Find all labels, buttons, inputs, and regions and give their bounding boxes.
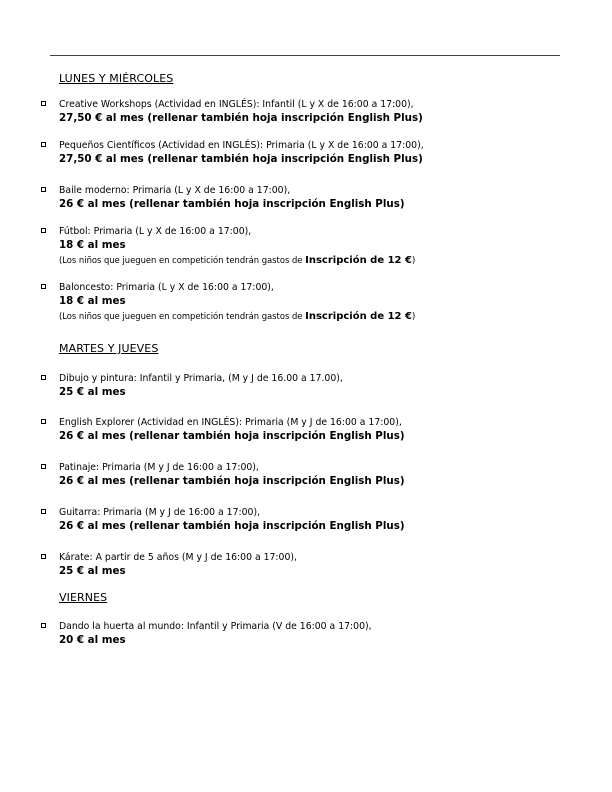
- section-heading: VIERNES: [59, 591, 108, 604]
- activity-description: Patinaje: Primaria (M y J de 16:00 a 17:00),: [59, 462, 259, 473]
- checkbox-bullet-icon: [41, 554, 46, 559]
- note-text: (Los niños que jueguen en competición tendrán gastos de: [59, 311, 306, 321]
- activity-note: [59, 309, 415, 324]
- checkbox-bullet-icon: [41, 187, 46, 192]
- checkbox-bullet-icon: [41, 623, 46, 628]
- list-item: [40, 281, 415, 324]
- note-close: ): [411, 311, 416, 321]
- activity-description: Guitarra: Primaria (M y J de 16:00 a 17:00),: [59, 507, 261, 518]
- activity-description: Kárate: A partir de 5 años (M y J de 16:00 a 17:00),: [59, 552, 297, 563]
- checkbox-bullet-icon: [41, 228, 46, 233]
- list-item: [40, 98, 423, 126]
- activity-price: 18 € al mes: [59, 239, 126, 251]
- note-close: ): [411, 255, 416, 265]
- checkbox-bullet-icon: [41, 509, 46, 514]
- checkbox-bullet-icon: [41, 464, 46, 469]
- activity-description: Baile moderno: Primaria (L y X de 16:00 a 17:00),: [59, 185, 291, 196]
- checkbox-bullet-icon: [41, 142, 46, 147]
- activity-description: English Explorer (Actividad en INGLÉS): Primaria (M y J de 16:00 a 17:00),: [59, 417, 402, 428]
- activity-price: 18 € al mes: [59, 295, 126, 307]
- section-heading: LUNES Y MIÉRCOLES: [59, 72, 174, 85]
- note-text: (Los niños que jueguen en competición tendrán gastos de: [59, 255, 306, 265]
- note-highlight: Inscripción de 12 €: [305, 255, 412, 266]
- section-heading: MARTES Y JUEVES: [59, 342, 159, 355]
- activity-price: 20 € al mes: [59, 634, 126, 646]
- activity-price: 25 € al mes: [59, 386, 126, 398]
- checkbox-bullet-icon: [41, 419, 46, 424]
- activity-price: 26 € al mes (rellenar también hoja inscripción English Plus): [59, 430, 405, 442]
- activity-price: 26 € al mes (rellenar también hoja inscripción English Plus): [59, 198, 405, 210]
- section-martes-jueves: [40, 342, 580, 577]
- activity-description: Fútbol: Primaria (L y X de 16:00 a 17:00),: [59, 226, 252, 237]
- checkbox-bullet-icon: [41, 375, 46, 380]
- activity-description: Dando la huerta al mundo: Infantil y Primaria (V de 16:00 a 17:00),: [59, 621, 372, 632]
- list-item: [40, 620, 372, 648]
- list-item: [40, 372, 343, 400]
- activity-description: Dibujo y pintura: Infantil y Primaria, (M y J de 16.00 a 17.00),: [59, 373, 343, 384]
- activity-description: Pequeños Científicos (Actividad en INGLÉS): Primaria (L y X de 16:00 a 17:00),: [59, 140, 424, 151]
- list-item: [40, 184, 405, 212]
- list-item: [40, 506, 405, 534]
- activity-price: 26 € al mes (rellenar también hoja inscripción English Plus): [59, 520, 405, 532]
- list-item: [40, 139, 424, 167]
- list-item: [40, 416, 405, 444]
- activity-price: 27,50 € al mes (rellenar también hoja inscripción English Plus): [59, 153, 423, 165]
- activity-description: Creative Workshops (Actividad en INGLÉS): Infantil (L y X de 16:00 a 17:00),: [59, 99, 414, 110]
- activity-price: 25 € al mes: [59, 565, 126, 577]
- activity-price: 26 € al mes (rellenar también hoja inscripción English Plus): [59, 475, 405, 487]
- activity-note: [59, 253, 415, 268]
- list-item: [40, 461, 405, 489]
- activity-price: 27,50 € al mes (rellenar también hoja inscripción English Plus): [59, 112, 423, 124]
- section-viernes: [40, 591, 580, 646]
- checkbox-bullet-icon: [41, 101, 46, 106]
- list-item: [40, 551, 297, 579]
- note-highlight: Inscripción de 12 €: [305, 311, 412, 322]
- top-divider-line: [50, 55, 560, 56]
- list-item: [40, 225, 415, 268]
- checkbox-bullet-icon: [41, 284, 46, 289]
- section-lunes-miercoles: [40, 72, 580, 322]
- activity-description: Baloncesto: Primaria (L y X de 16:00 a 17:00),: [59, 282, 274, 293]
